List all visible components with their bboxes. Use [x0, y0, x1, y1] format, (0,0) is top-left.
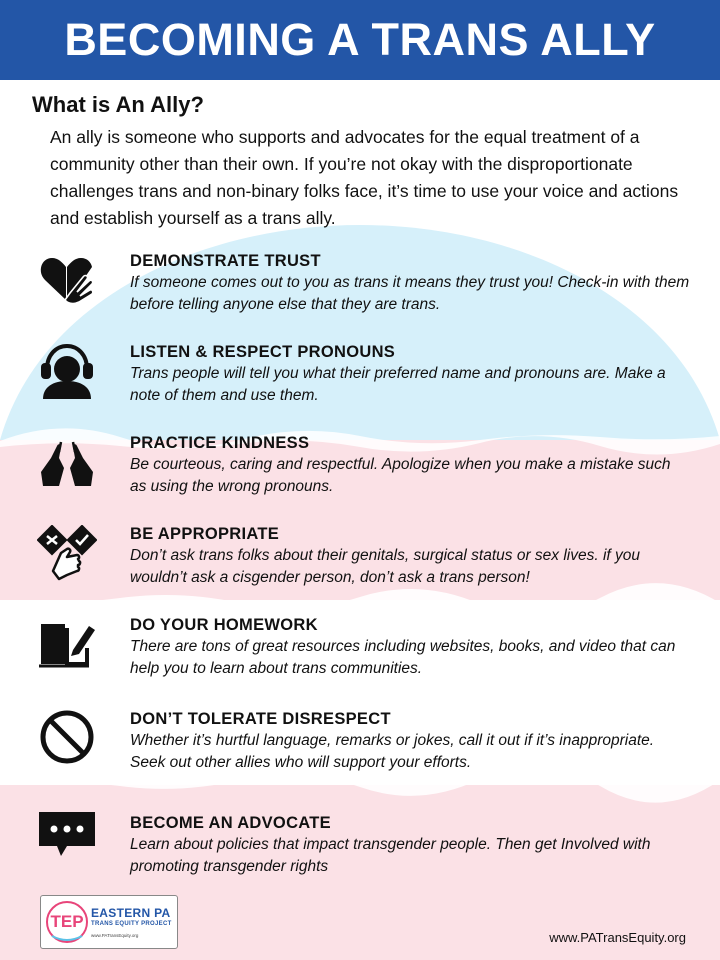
- logo-org-name: EASTERN PA: [91, 906, 171, 920]
- tep-logo: [40, 895, 178, 949]
- tip-description: Don’t ask trans folks about their genitals, surgical status or sex lives. if you wouldn’t ask a cisgender person, don’t ask a trans person!: [130, 547, 641, 586]
- tip-description: Learn about policies that impact transgender people. Then get Involved with promoting transgender rights: [130, 836, 651, 875]
- tip-title: DON’T TOLERATE DISRESPECT: [130, 710, 391, 728]
- tip-title: DO YOUR HOMEWORK: [130, 616, 318, 634]
- svg-text:TEP: TEP: [50, 912, 84, 931]
- tip-description: There are tons of great resources including websites, books, and video that can help you to learn about trans communities.: [130, 638, 676, 677]
- tip-description: If someone comes out to you as trans it means they trust you! Check-in with them before telling anyone else that they are trans.: [130, 274, 690, 313]
- caring-hands-icon: [36, 434, 98, 492]
- headset-person-icon: [36, 341, 98, 399]
- tip-title: LISTEN & RESPECT PRONOUNS: [130, 343, 396, 361]
- page-title: BECOMING A TRANS ALLY: [64, 14, 656, 65]
- intro-body: An ally is someone who supports and advocates for the equal treatment of a community other than their own. If you’re not okay with the disproportionate challenges trans and non-binary folks face, it’s time to use your voice and actions and establish yourself as a trans ally.: [50, 127, 679, 228]
- intro-heading: What is An Ally?: [32, 92, 204, 117]
- tep-logo-mark: [44, 900, 90, 944]
- logo-org-url: www.PATransEquity.org: [91, 933, 139, 938]
- speech-bubble-icon: [36, 808, 98, 866]
- prohibited-icon: [36, 708, 98, 766]
- book-pencil-icon: [36, 614, 98, 672]
- tip-title: PRACTICE KINDNESS: [130, 434, 310, 452]
- website-url: www.PATransEquity.org: [549, 930, 686, 945]
- logo-org-subname: TRANS EQUITY PROJECT: [91, 921, 172, 927]
- tip-description: Whether it’s hurtful language, remarks or jokes, call it out if it’s inappropriate. Seek out other allies who will support your efforts.: [130, 732, 655, 771]
- tip-title: BECOME AN ADVOCATE: [130, 814, 331, 832]
- title-banner: [0, 0, 720, 80]
- tip-title: DEMONSTRATE TRUST: [130, 252, 321, 270]
- choice-pointer-icon: [36, 525, 98, 583]
- tip-description: Trans people will tell you what their preferred name and pronouns are. Make a note of them and use them.: [130, 365, 666, 404]
- tip-title: BE APPROPRIATE: [130, 525, 280, 543]
- tip-description: Be courteous, caring and respectful. Apologize when you make a mistake such as using the wrong pronouns.: [130, 456, 671, 495]
- heart-hand-icon: [36, 250, 98, 308]
